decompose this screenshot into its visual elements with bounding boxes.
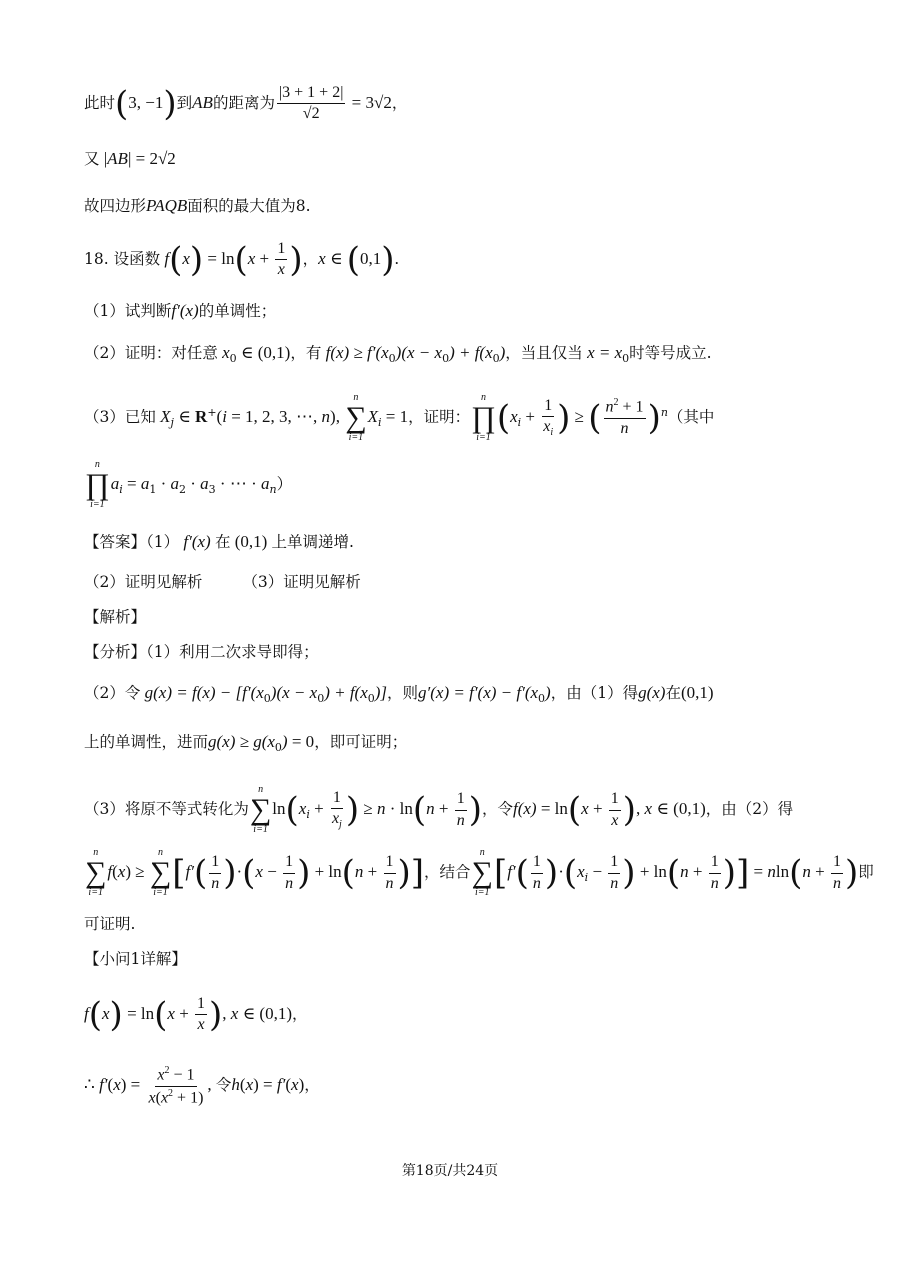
text: （其中 xyxy=(667,408,715,426)
text: ，则 xyxy=(387,684,419,702)
text: ，结合 xyxy=(424,863,471,881)
analysis-2-cont: 上的单调性，进而$g(x) \ge g(x_0) = 0$，即可证明； xyxy=(84,732,408,755)
question-3: （3）已知 $X_j$ ∈ R+(i = 1, 2, 3, ⋯, n), n ∑ i=1 $X_i = 1$，证明： n ∏ i=1 ($x_i$ + $\frac{1}{x_i}$ ) ≥ ( $\frac{n^2 + 1}{n}$ )$^n$（其中 xyxy=(84,392,715,443)
sum-symbol: n ∑ i=1 xyxy=(85,847,107,898)
text: 到 xyxy=(176,93,193,112)
text: 的距离为 xyxy=(212,93,275,112)
text: ，由（1）得 xyxy=(550,684,639,702)
text: 此时 xyxy=(84,93,116,112)
text: （3）证明见解析 xyxy=(242,573,361,591)
fraction: $\frac{1}{n}$ xyxy=(710,853,719,892)
text: ， xyxy=(292,1004,308,1023)
text: 又 xyxy=(84,150,100,168)
fraction: $\frac{|3 + 1 + 2|}{√2}$ xyxy=(278,84,344,123)
fraction: $\frac{n^2 + 1}{n}$ xyxy=(605,397,644,438)
text: ，即可证明； xyxy=(314,733,408,751)
problem-18-statement: 18. 设函数 f(x) = ln(x + $\frac{1}{x}$ )，x ∈ (0,1). xyxy=(84,239,399,280)
fraction: $\frac{1}{n}$ xyxy=(285,853,294,892)
text: ，有 xyxy=(290,344,322,362)
text: ， xyxy=(302,249,319,268)
text: （1）试判断 xyxy=(84,302,172,320)
text: ，当且仅当 xyxy=(505,344,583,362)
question-2: （2）证明：对任意 $x_0$ ∈ (0,1)，有 $f(x) \ge f'(x_0)(x - x_0) + f(x_0)$，当且仅当 $x = x_0$时等号成立. xyxy=(84,343,712,366)
text: PAQB xyxy=(146,196,188,215)
page-footer: 第18页/共24页 xyxy=(401,1163,499,1179)
fraction: $\frac{1}{n}$ xyxy=(610,853,619,892)
text: ，由（2）得 xyxy=(705,800,794,818)
fraction: $\frac{1}{n}$ xyxy=(211,853,220,892)
text: 令 xyxy=(215,1076,232,1095)
text: ，令 xyxy=(481,800,513,818)
line-ab-length: 又 |AB| = 2√2 xyxy=(84,149,176,168)
text: 即 xyxy=(858,863,874,881)
text: （2）令 xyxy=(84,684,141,702)
text: 在 xyxy=(214,533,231,551)
fraction: $\frac{1}{x}$ xyxy=(197,995,206,1034)
line-distance: 此时(3, −1)到AB的距离为 $\frac{|3 + 1 + 2|}{√2}$ = 3√2， xyxy=(84,83,408,124)
text: （3）已知 xyxy=(84,408,156,426)
sum-symbol: n ∑ i=1 xyxy=(249,784,272,835)
line-area-max xyxy=(84,197,311,215)
analysis-1 xyxy=(84,645,319,661)
fraction: $\frac{1}{n}$ xyxy=(456,790,465,829)
fraction: $\frac{1}{x}$ xyxy=(277,240,286,279)
text: ， xyxy=(304,1076,320,1095)
text: 【分析】（1）利用二次求导即得； xyxy=(84,643,319,661)
fraction: $\frac{1}{x_i}$ xyxy=(543,396,554,439)
sum-symbol: n ∑ i=1 xyxy=(149,847,172,898)
text: 【答案】（1） xyxy=(84,533,180,551)
answer-1: 【答案】（1） f′(x) 在 (0,1) 上单调递增. xyxy=(84,532,354,551)
text: 在 xyxy=(665,684,681,702)
text: 【小问1详解】 xyxy=(84,950,187,968)
fraction: $\frac{1}{x}$ xyxy=(610,790,619,829)
fraction: $\frac{1}{n}$ xyxy=(532,853,541,892)
analysis-3-cont: n ∑ i=1 f(x) ≥ n ∑ i=1 [f′( $\frac{1}{n}$ )·(x − $\frac{1}{n}$ ) + ln(n + $\frac{1}{n}$ )]，结合 n ∑ i=1 [f′( $\frac{1}{n}$ )$\cdot(x_i$ − $\frac{1}{n}$ ) + ln(n + $\frac{1}{n}$ )] = nln(n + $\frac{1}{n}$ )即 xyxy=(85,847,874,898)
product-definition: n ∏ i=1 $a_i = a_1 \cdot a_2 \cdot a_3$ · ⋯ · $a_n$） xyxy=(85,459,293,510)
text: （2）证明：对任意 xyxy=(84,344,218,362)
fraction: $\frac{1}{n}$ xyxy=(832,853,841,892)
text: ） xyxy=(276,475,293,493)
text: （3）将原不等式转化为 xyxy=(84,800,249,818)
text: 可证明. xyxy=(84,915,136,933)
detail-function: f(x) = ln(x + $\frac{1}{x}$ ), x ∈ (0,1)， xyxy=(84,994,308,1035)
question-1: （1）试判断f′(x)的单调性； xyxy=(84,301,277,320)
fraction: $\frac{1}{x_j}$ xyxy=(331,788,342,831)
analysis-3-end xyxy=(84,917,135,933)
text: 上单调递增. xyxy=(271,533,354,551)
product-symbol: n ∏ i=1 xyxy=(85,459,110,510)
text: 【解析】 xyxy=(84,608,147,626)
analysis-heading xyxy=(84,610,146,626)
text: 故四边形 xyxy=(84,197,147,215)
text: （2）证明见解析 xyxy=(84,573,203,591)
answer-2-3 xyxy=(84,575,361,591)
detail-heading xyxy=(84,952,187,968)
detail-derivative: ∴ f′(x) = $\frac{x^2 - 1}{x(x^2 + 1)}$ , 令h(x) = f′(x)， xyxy=(84,1065,320,1107)
sum-symbol: n ∑ i=1 xyxy=(471,847,493,898)
text: ，证明： xyxy=(408,408,471,426)
text: ， xyxy=(391,93,408,112)
fraction: $\frac{1}{n}$ xyxy=(385,853,394,892)
text: 18. 设函数 xyxy=(84,249,161,268)
text: 的单调性； xyxy=(198,302,277,320)
text: 上的单调性，进而 xyxy=(84,733,209,751)
text: 面积的最大值为8. xyxy=(187,197,311,215)
sum-symbol: n ∑ i=1 xyxy=(345,392,367,443)
product-symbol: n ∏ i=1 xyxy=(471,392,496,443)
analysis-2: （2）令 $g(x) = f(x) - [f'(x_0)(x - x_0) + f(x_0)]$，则$g'(x) = f'(x) - f'(x_0)$，由（1）得g(x)在(0,1) xyxy=(84,683,714,706)
fraction: $\frac{x^2 - 1}{x(x^2 + 1)}$ xyxy=(148,1065,204,1107)
analysis-3: （3）将原不等式转化为 n ∑ i=1 $\ln(x_i$ + $\frac{1}{x_j}$ ) ≥ n · ln(n + $\frac{1}{n}$ )，令f(x) = ln(x + $\frac{1}{x}$ ), x ∈ (0,1)，由（2）得 xyxy=(84,784,794,835)
text: 时等号成立. xyxy=(629,344,712,362)
